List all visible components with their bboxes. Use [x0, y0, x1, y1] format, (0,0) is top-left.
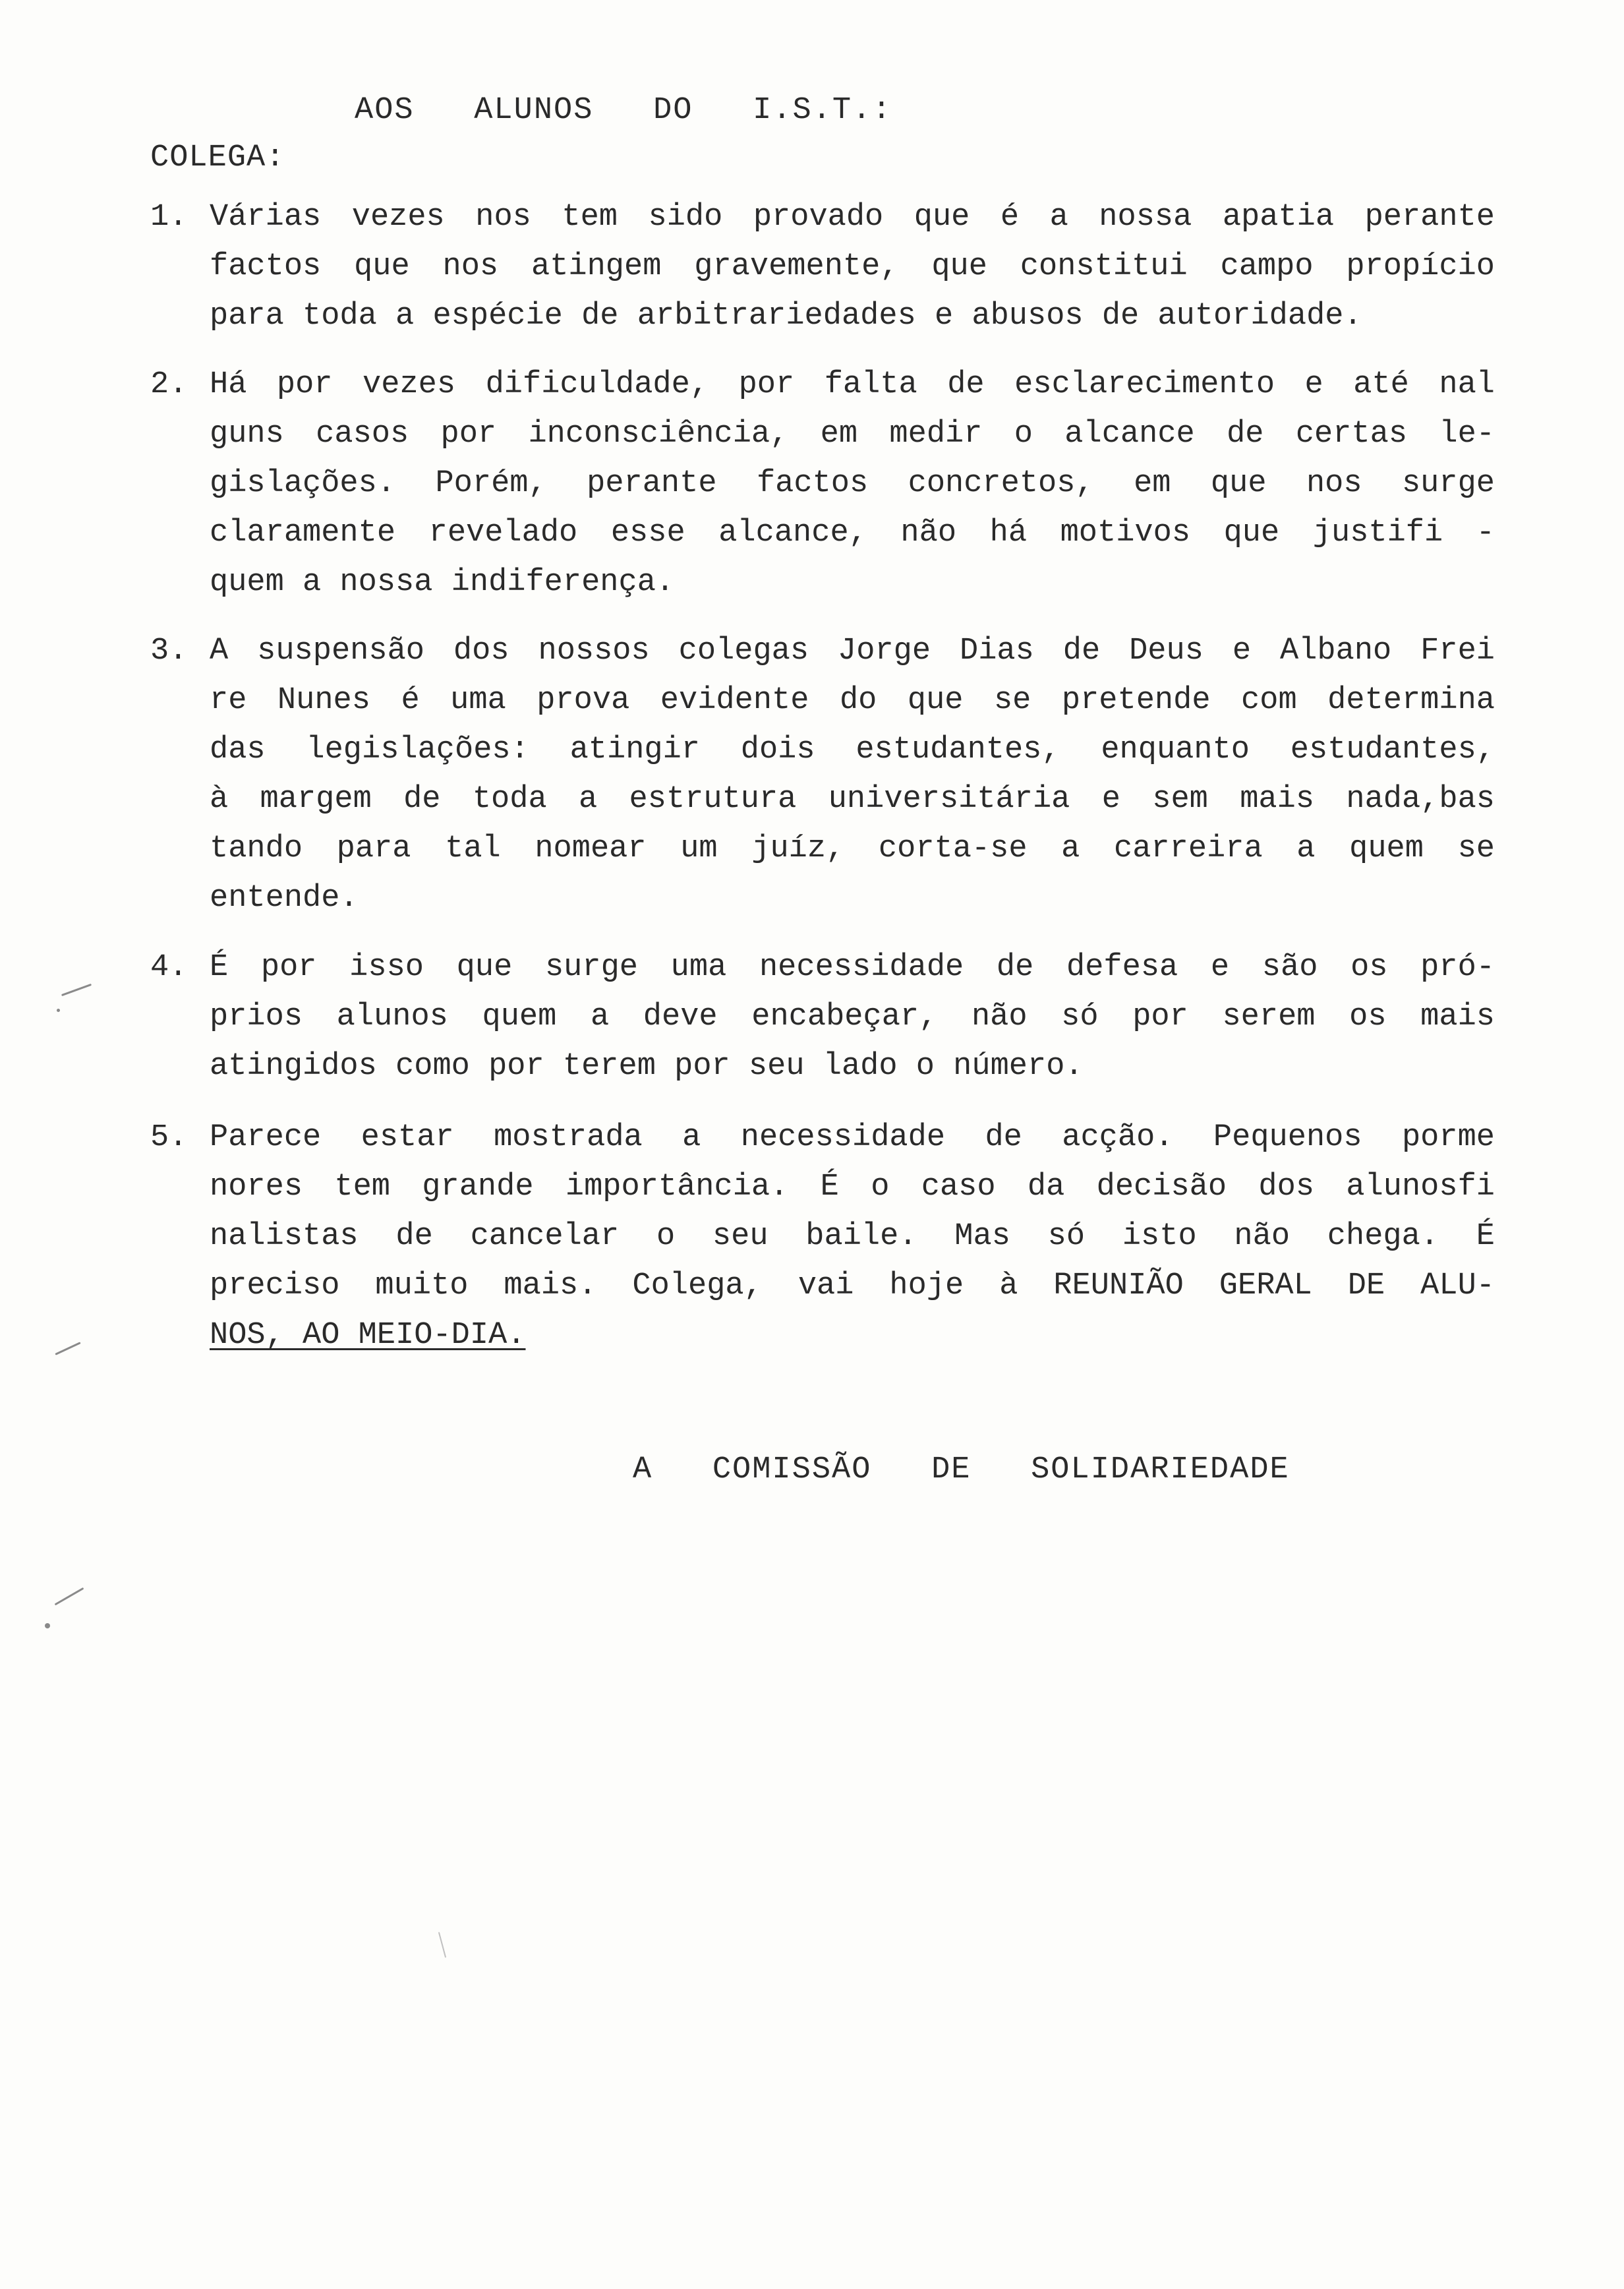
item-line: claramente revelado esse alcance, não há motivos que justifi - [210, 516, 1495, 550]
item-line: re Nunes é uma prova evidente do que se pretende com determina [210, 683, 1495, 718]
list-item-3 [150, 626, 1495, 923]
margin-mark [57, 1009, 60, 1012]
margin-mark [45, 1623, 50, 1628]
signature: A COMISSÃO DE SOLIDARIEDADE [633, 1452, 1290, 1487]
margin-mark [61, 984, 92, 996]
item-line: Várias vezes nos tem sido provado que é a nossa apatia perante [210, 200, 1495, 235]
item-line: A suspensão dos nossos colegas Jorge Dias de Deus e Albano Frei [210, 634, 1495, 669]
item-number: 5. [150, 1120, 188, 1155]
list-item-1 [150, 193, 1495, 341]
list-item-4 [150, 943, 1495, 1091]
item-line: gislações. Porém, perante factos concretos, em que nos surge [210, 466, 1495, 501]
item-line: prios alunos quem a deve encabeçar, não só por serem os mais [210, 999, 1495, 1034]
margin-mark [55, 1342, 80, 1355]
item-number: 2. [150, 367, 188, 402]
item-line: nores tem grande importância. É o caso da decisão dos alunosfi [210, 1170, 1495, 1204]
item-line: entende. [210, 881, 359, 916]
item-line: para toda a espécie de arbitrariedades e abusos de autoridade. [210, 299, 1362, 334]
salutation: COLEGA: [150, 140, 285, 175]
document-heading: AOS ALUNOS DO I.S.T.: [355, 93, 892, 128]
item-line: guns casos por inconsciência, em medir o alcance de certas le- [210, 417, 1495, 452]
list-item-5 [150, 1113, 1495, 1360]
item-line: factos que nos atingem gravemente, que constitui campo propício [210, 249, 1495, 284]
item-line: quem a nossa indiferença. [210, 565, 675, 600]
margin-mark [55, 1588, 84, 1606]
item-line: à margem de toda a estrutura universitária e sem mais nada,bas [210, 782, 1495, 817]
item-line: tando para tal nomear um juíz, corta-se a carreira a quem se [210, 831, 1495, 866]
item-number: 3. [150, 634, 188, 669]
item-number: 4. [150, 950, 188, 985]
item-line-underlined: NOS, AO MEIO-DIA. [210, 1318, 526, 1353]
item-number: 1. [150, 200, 188, 235]
item-line: atingidos como por terem por seu lado o número. [210, 1049, 1084, 1084]
margin-mark [438, 1932, 446, 1957]
item-line: nalistas de cancelar o seu baile. Mas só isto não chega. É [210, 1219, 1495, 1254]
item-line: Parece estar mostrada a necessidade de acção. Pequenos porme [210, 1120, 1495, 1155]
item-line: das legislações: atingir dois estudantes, enquanto estudantes, [210, 732, 1495, 767]
item-line: Há por vezes dificuldade, por falta de esclarecimento e até nal [210, 367, 1495, 402]
item-line: É por isso que surge uma necessidade de defesa e são os pró- [210, 950, 1495, 985]
item-line: preciso muito mais. Colega, vai hoje à REUNIÃO GERAL DE ALU- [210, 1268, 1495, 1303]
list-item-2 [150, 360, 1495, 607]
